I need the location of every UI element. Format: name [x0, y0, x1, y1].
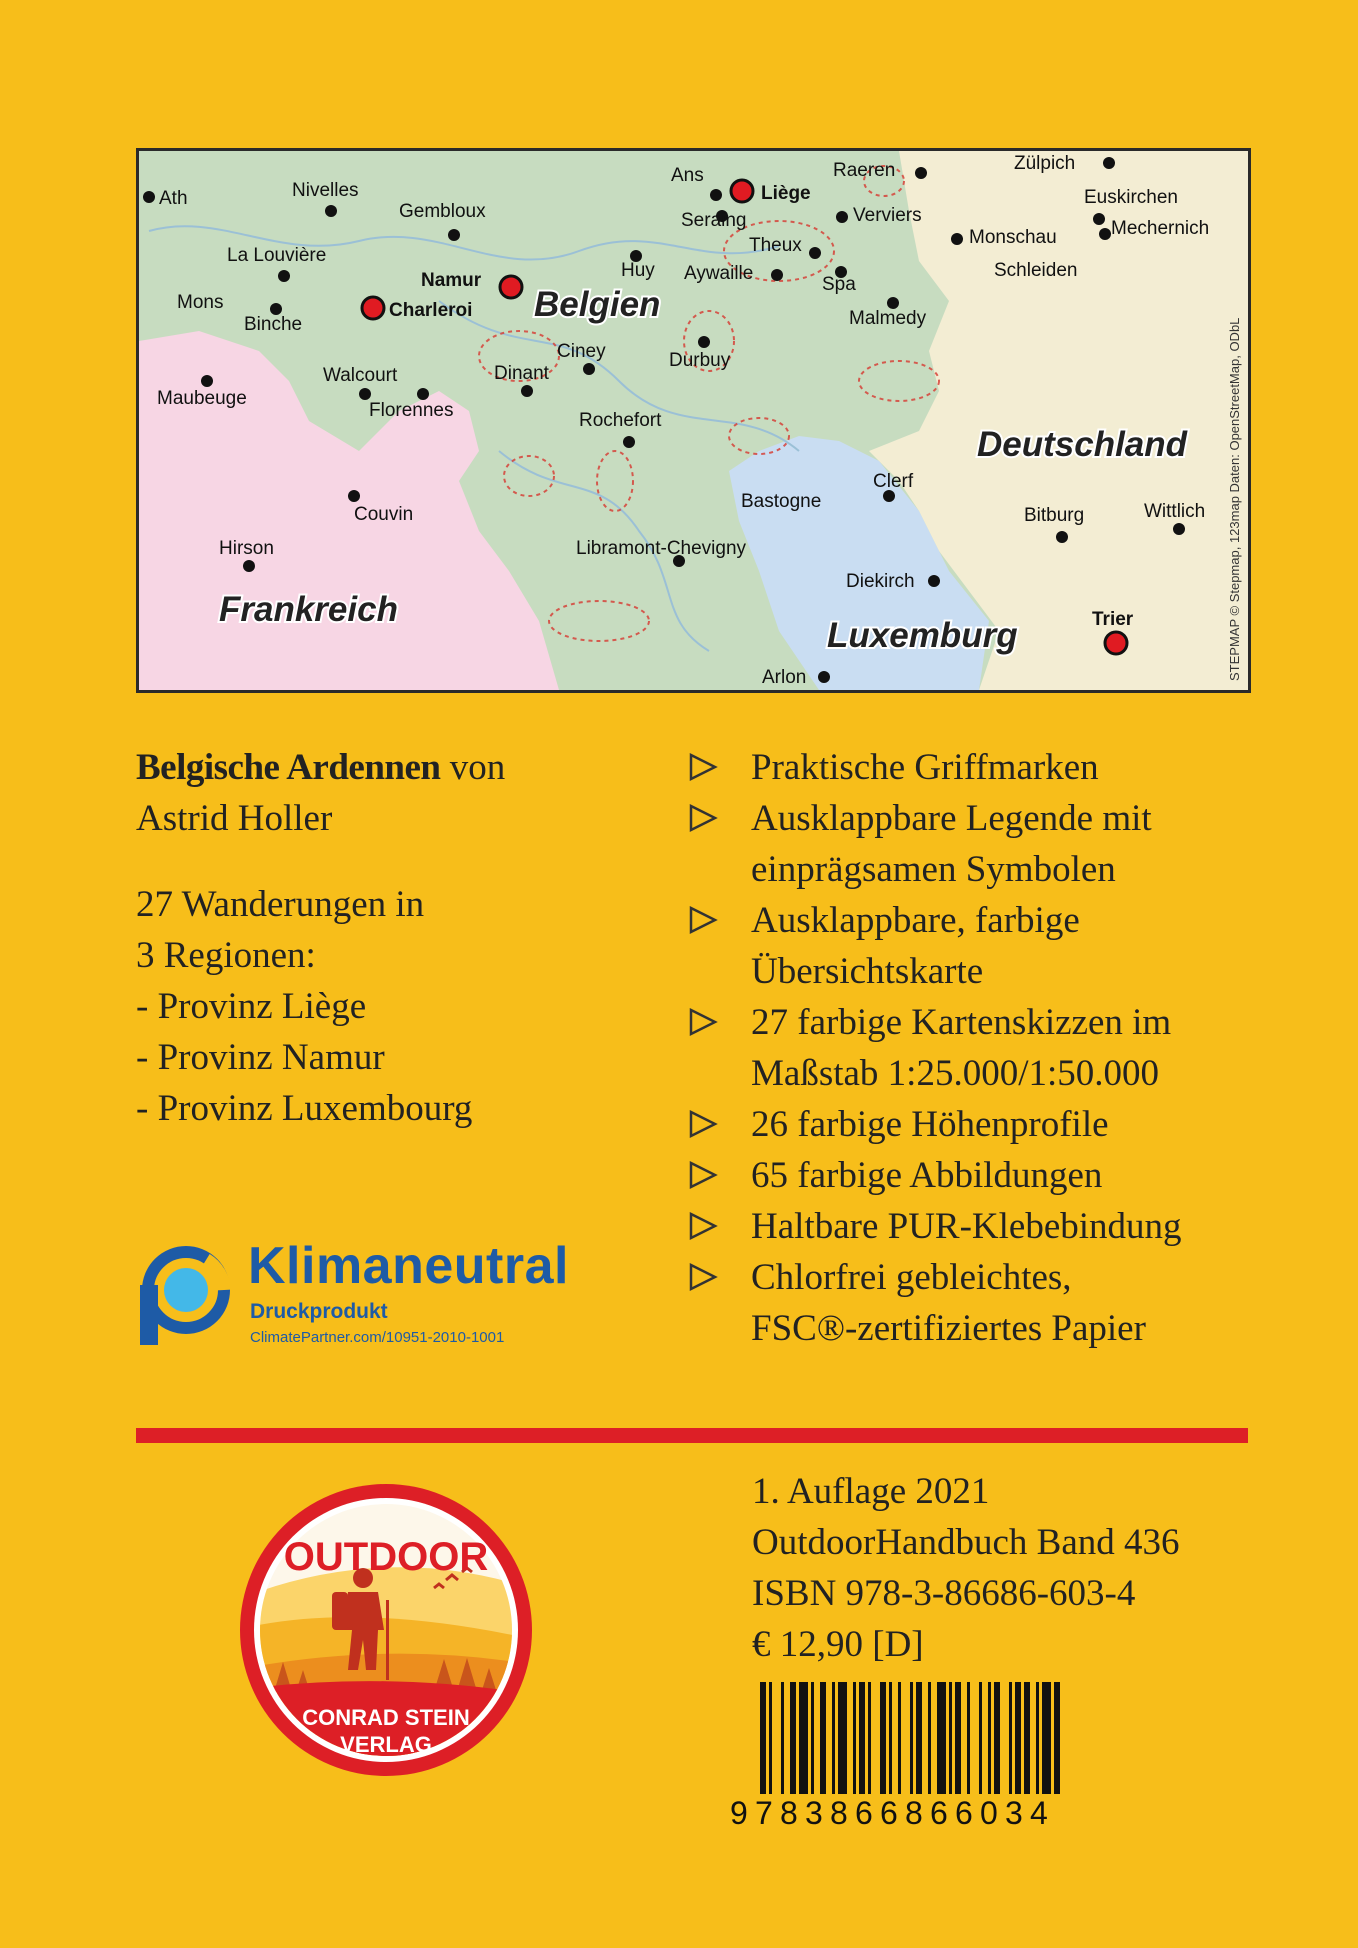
map-label-namur: Namur: [421, 270, 482, 291]
triangle-bullet-icon: [688, 803, 718, 833]
klima-title: Klimaneutral: [248, 1237, 569, 1295]
region-item: - Provinz Namur: [136, 1037, 385, 1078]
map-attribution: STEPMAP © Stepmap, 123map Daten: OpenStreetMap, ODbL: [1227, 317, 1242, 681]
feature-text: Ausklappbare, farbige: [751, 900, 1080, 941]
map-label-liege: Liège: [761, 183, 811, 204]
triangle-bullet-icon: [688, 752, 718, 782]
badge-publisher-2: VERLAG: [340, 1732, 432, 1757]
barcode-bar: [1024, 1682, 1030, 1794]
map-label-couvin: Couvin: [354, 504, 414, 525]
map-label-spa: Spa: [822, 274, 856, 295]
feature-text: Praktische Griffmarken: [751, 747, 1099, 788]
triangle-bullet-icon: [688, 905, 718, 935]
feature-text: Chlorfrei gebleichtes,: [751, 1257, 1072, 1298]
feature-item: [688, 1150, 1328, 1201]
summary-line-2: 3 Regionen:: [136, 935, 316, 976]
barcode-bar: [1042, 1682, 1051, 1794]
feature-item: [688, 1252, 1328, 1354]
barcode-bar: [868, 1682, 871, 1794]
map-label-binche: Binche: [244, 314, 303, 335]
book-author: Astrid Holler: [136, 798, 333, 839]
klima-subtitle: Druckprodukt: [250, 1300, 388, 1323]
map-label-dinant: Dinant: [494, 363, 549, 384]
map-label-monschau: Monschau: [969, 227, 1057, 248]
map-label-huy: Huy: [621, 260, 655, 281]
feature-text: einprägsamen Symbolen: [751, 849, 1116, 890]
barcode-bar: [928, 1682, 931, 1794]
map-label-walcourt: Walcourt: [323, 365, 398, 386]
map-label-durbuy: Durbuy: [669, 350, 731, 371]
book-title: Belgische Ardennen: [136, 747, 441, 788]
map-label-rochefort: Rochefort: [579, 410, 662, 431]
by-word: von: [449, 747, 506, 788]
isbn: ISBN 978-3-86686-603-4: [752, 1573, 1136, 1614]
map-label-hirson: Hirson: [219, 538, 274, 559]
barcode-bar: [898, 1682, 901, 1794]
map-label-theux: Theux: [749, 235, 802, 256]
feature-text: Haltbare PUR-Klebebindung: [751, 1206, 1182, 1247]
barcode-bar: [799, 1682, 808, 1794]
map-label-euskirchen: Euskirchen: [1084, 187, 1178, 208]
barcode-bar: [910, 1682, 913, 1794]
map-label-malmedy: Malmedy: [849, 308, 927, 329]
map-label-zulpich: Zülpich: [1014, 153, 1076, 174]
badge-title: OUTDOOR: [283, 1535, 489, 1579]
map-label-verviers: Verviers: [853, 205, 922, 226]
map-label-bitburg: Bitburg: [1024, 505, 1085, 526]
region-item: - Provinz Liège: [136, 986, 367, 1027]
barcode-bar: [811, 1682, 814, 1794]
barcode-bar: [1015, 1682, 1021, 1794]
feature-list: [688, 742, 1328, 1354]
map-label-wittlich: Wittlich: [1144, 501, 1206, 522]
barcode-bar: [994, 1682, 1000, 1794]
climatepartner-icon: [136, 1240, 236, 1350]
map-label-ciney: Ciney: [557, 341, 606, 362]
map-label-charleroi: Charleroi: [389, 300, 473, 321]
barcode-bar: [916, 1682, 922, 1794]
feature-text: Ausklappbare Legende mit: [751, 798, 1152, 839]
map-label-maubeuge: Maubeuge: [157, 388, 247, 409]
triangle-bullet-icon: [688, 1007, 718, 1037]
barcode-bar: [955, 1682, 961, 1794]
summary-line-1: 27 Wanderungen in: [136, 884, 425, 925]
edition: 1. Auflage 2021: [752, 1471, 990, 1512]
barcode: [730, 1682, 1150, 1834]
map-label-schleiden: Schleiden: [994, 260, 1078, 281]
barcode-bar: [769, 1682, 772, 1794]
barcode-bar: [949, 1682, 952, 1794]
barcode-bar: [760, 1682, 766, 1794]
book-description: [136, 742, 656, 1134]
feature-text: 65 farbige Abbildungen: [751, 1155, 1103, 1196]
map-label-libramont: Libramont-Chevigny: [576, 538, 747, 559]
map-label-arlon: Arlon: [762, 667, 807, 688]
barcode-bar: [781, 1682, 784, 1794]
feature-item: [688, 895, 1328, 997]
map-label-frankreich: Frankreich: [219, 590, 398, 629]
price: € 12,90 [D]: [752, 1624, 924, 1665]
barcode-bar: [988, 1682, 991, 1794]
map-label-gembloux: Gembloux: [399, 201, 486, 222]
map-label-diekirch: Diekirch: [846, 571, 915, 592]
barcode-bar: [853, 1682, 856, 1794]
map-label-la-louviere: La Louvière: [227, 245, 327, 266]
feature-text: 27 farbige Kartenskizzen im: [751, 1002, 1172, 1043]
map-label-ath: Ath: [159, 188, 188, 209]
map-label-seraing: Seraing: [681, 210, 747, 231]
barcode-bar: [820, 1682, 826, 1794]
climate-neutral-label: [136, 1237, 656, 1355]
feature-text: FSC®-zertifiziertes Papier: [751, 1308, 1146, 1349]
barcode-bar: [979, 1682, 982, 1794]
barcode-bar: [889, 1682, 892, 1794]
badge-publisher-1: CONRAD STEIN: [302, 1705, 470, 1730]
series: OutdoorHandbuch Band 436: [752, 1522, 1180, 1563]
feature-text: 26 farbige Höhenprofile: [751, 1104, 1109, 1145]
map-label-raeren: Raeren: [833, 160, 896, 181]
barcode-bar: [967, 1682, 970, 1794]
publication-info: [752, 1466, 1180, 1670]
map-label-mechernich: Mechernich: [1111, 218, 1210, 239]
feature-item: [688, 997, 1328, 1099]
barcode-digits: 9783866866034: [730, 1795, 1055, 1831]
klima-url: ClimatePartner.com/10951-2010-1001: [250, 1329, 505, 1346]
barcode-bar: [790, 1682, 796, 1794]
feature-item: [688, 793, 1328, 895]
map-label-luxemburg: Luxemburg: [827, 616, 1018, 655]
region-item: - Provinz Luxembourg: [136, 1088, 473, 1129]
triangle-bullet-icon: [688, 1262, 718, 1292]
map-label-aywaille: Aywaille: [684, 263, 754, 284]
overview-map: [136, 148, 1251, 693]
map-label-clerf: Clerf: [873, 471, 914, 492]
barcode-bar: [880, 1682, 886, 1794]
map-label-nivelles: Nivelles: [292, 180, 359, 201]
feature-text: Maßstab 1:25.000/1:50.000: [751, 1053, 1160, 1094]
triangle-bullet-icon: [688, 1211, 718, 1241]
outdoor-badge: [236, 1480, 536, 1780]
barcode-bar: [832, 1682, 835, 1794]
map-label-florennes: Florennes: [369, 400, 454, 421]
barcode-bars: [760, 1682, 1148, 1794]
map-label-trier: Trier: [1092, 609, 1134, 630]
map-label-deutschland: Deutschland: [977, 425, 1188, 464]
barcode-bar: [937, 1682, 946, 1794]
feature-item: [688, 1201, 1328, 1252]
barcode-bar: [838, 1682, 847, 1794]
barcode-bar: [1054, 1682, 1060, 1794]
map-label-mons: Mons: [177, 292, 224, 313]
map-label-ans: Ans: [671, 165, 704, 186]
triangle-bullet-icon: [688, 1160, 718, 1190]
feature-item: [688, 742, 1328, 793]
barcode-bar: [859, 1682, 865, 1794]
triangle-bullet-icon: [688, 1109, 718, 1139]
feature-item: [688, 1099, 1328, 1150]
barcode-bar: [1036, 1682, 1039, 1794]
feature-text: Übersichtskarte: [751, 951, 984, 992]
map-label-belgien: Belgien: [534, 285, 661, 324]
divider-bar: [136, 1428, 1248, 1443]
barcode-bar: [1009, 1682, 1012, 1794]
map-label-bastogne: Bastogne: [741, 491, 822, 512]
